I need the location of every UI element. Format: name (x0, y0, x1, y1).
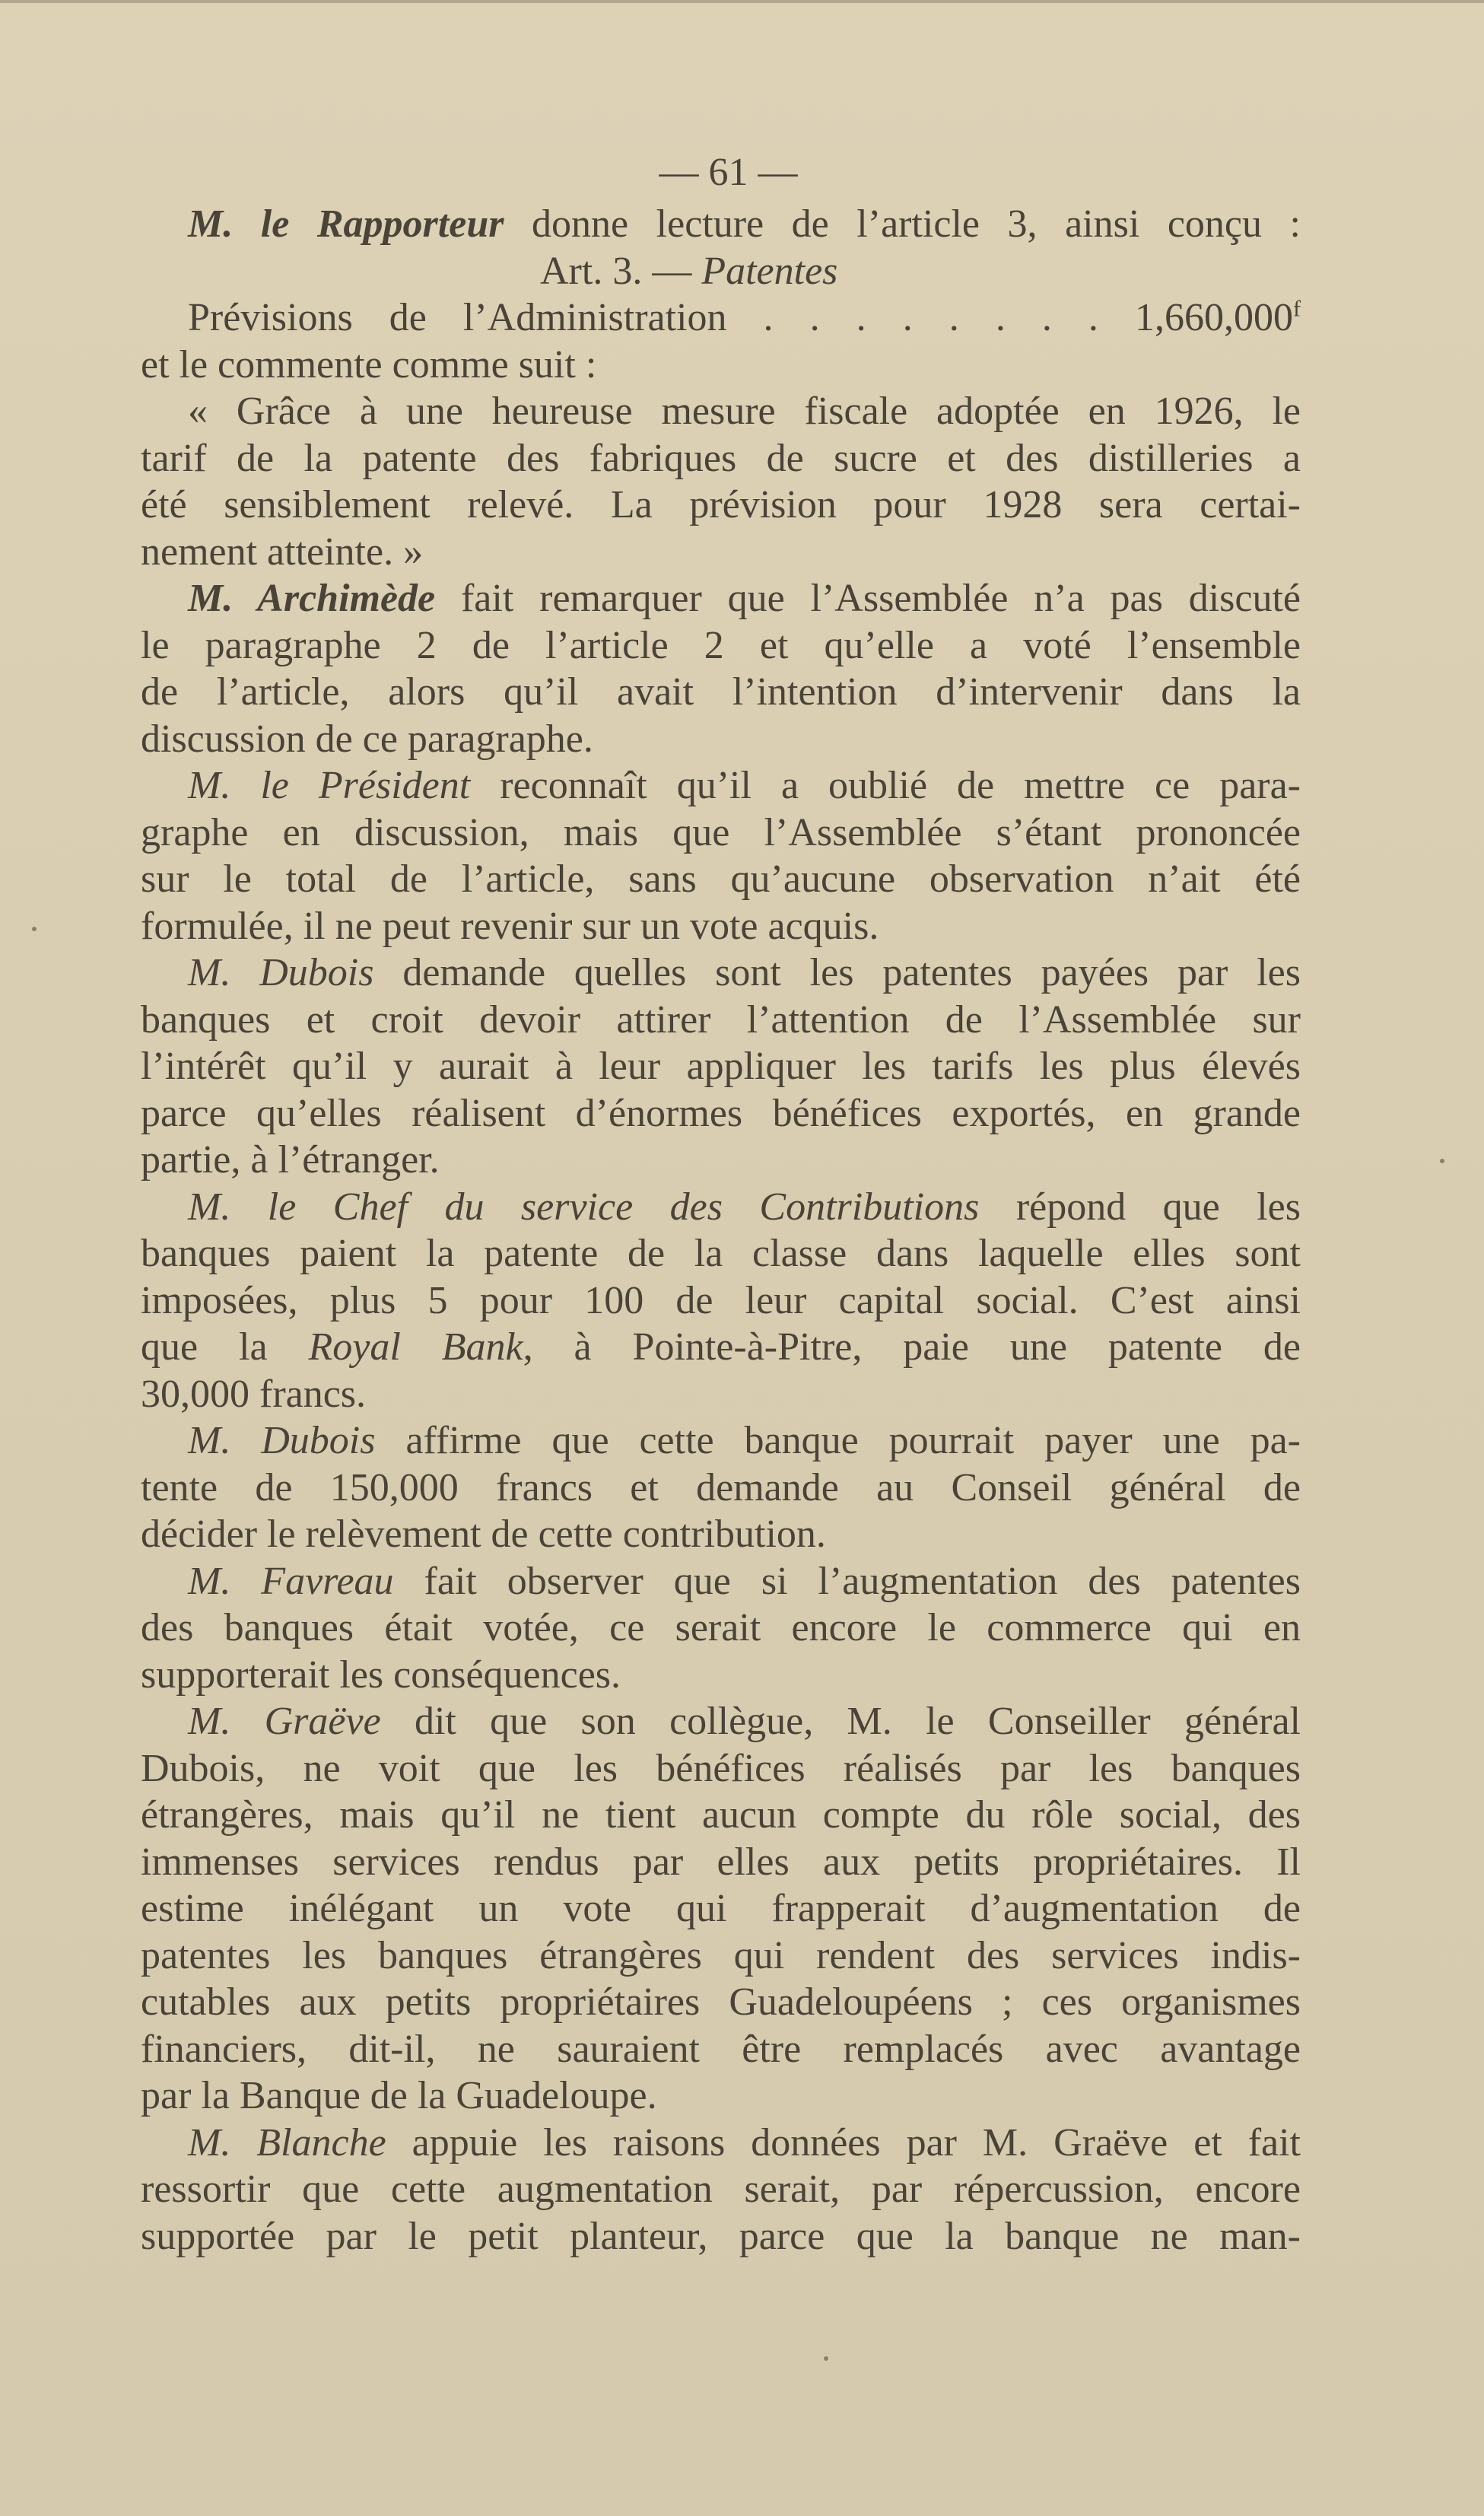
italic-name: Patentes (701, 249, 838, 293)
text-segment: Art. 3. — (540, 249, 702, 293)
text-line (141, 1137, 1301, 1184)
text-line (141, 1885, 1301, 1932)
text-segment: estime inélégant un vote qui frapperait d’augmentation de (141, 1887, 1301, 1930)
text-segment: que la (141, 1325, 309, 1369)
text-line (141, 1698, 1301, 1745)
italic-name: M. le Président (188, 764, 471, 807)
text-line (141, 1184, 1301, 1231)
italic-name: M. Favreau (188, 1559, 394, 1603)
text-segment: patentes les banques étrangères qui rendent des services indis- (141, 1933, 1301, 1977)
paper-speck (32, 927, 37, 931)
text-segment: parce qu’elles réalisent d’énormes bénéfices exportés, en grande (141, 1091, 1301, 1135)
text-segment: sur le total de l’article, sans qu’aucune observation n’ait été (141, 857, 1301, 901)
text-line (141, 1324, 1301, 1371)
text-line (141, 1792, 1301, 1839)
paper-speck (824, 2356, 828, 2361)
italic-name: M. le Chef du service des Contributions (188, 1185, 980, 1229)
text-segment: demande quelles sont les patentes payées par les (373, 951, 1301, 994)
text-line (141, 856, 1301, 903)
text-segment: tente de 150,000 francs et demande au Conseil général de (141, 1465, 1301, 1509)
text-line (141, 1979, 1301, 2026)
text-segment: supporterait les conséquences. (141, 1652, 621, 1697)
text-column (141, 145, 1301, 2260)
text-segment: formulée, il ne peut revenir sur un vote acquis. (141, 904, 879, 948)
text-segment: 30,000 francs. (141, 1372, 367, 1416)
italic-name: Royal Bank (308, 1325, 523, 1369)
text-segment: le paragraphe 2 de l’article 2 et qu’elle a voté l’ensemble (141, 623, 1301, 667)
text-line (141, 1932, 1301, 1980)
text-line (141, 1839, 1301, 1886)
italic-name: M. Dubois (188, 951, 374, 994)
text-segment: dit que son collègue, M. le Conseiller général (380, 1700, 1301, 1743)
text-segment: immenses services rendus par elles aux petits propriétaires. Il (141, 1840, 1301, 1884)
page-top-edge (0, 0, 1484, 3)
text-line (141, 575, 1301, 622)
text-line (141, 342, 1301, 389)
text-line (141, 248, 1301, 295)
text-line (141, 388, 1301, 435)
text-line (141, 1745, 1301, 1792)
text-line (141, 669, 1301, 716)
text-line (141, 1417, 1301, 1465)
text-segment: ressortir que cette augmentation serait, par répercussion, encore (141, 2168, 1301, 2211)
text-line (141, 2026, 1301, 2073)
text-line (141, 294, 1301, 342)
text-line (141, 201, 1301, 248)
text-line (141, 1230, 1301, 1277)
text-segment: fait remarquer que l’Assemblée n’a pas discuté (435, 577, 1301, 620)
text-segment: nement atteinte. » (141, 530, 424, 574)
text-segment: l’intérêt qu’il y aurait à leur appliquer les tarifs les plus élevés (141, 1045, 1301, 1088)
italic-name: M. Dubois (188, 1419, 376, 1462)
text-segment: appuie les raisons données par M. Graëve et fait (386, 2120, 1301, 2165)
text-line (141, 1371, 1301, 1418)
text-line (141, 810, 1301, 857)
text-segment: partie, à l’étranger. (141, 1138, 440, 1182)
text-line (141, 1605, 1301, 1652)
text-line (141, 949, 1301, 997)
paper-speck (1440, 1159, 1444, 1163)
page-number: — 61 — (659, 151, 798, 194)
body-text (141, 201, 1301, 2260)
text-segment: reconnaît qu’il a oublié de mettre ce para- (470, 764, 1301, 807)
text-line (141, 903, 1301, 950)
text-segment: banques et croit devoir attirer l’attention de l’Assemblée sur (141, 997, 1301, 1042)
text-segment: cutables aux petits propriétaires Guadeloupéens ; ces organismes (141, 1980, 1301, 2024)
text-line (141, 2072, 1301, 2120)
text-segment: donne lecture de l’article 3, ainsi conçu : (504, 202, 1301, 246)
text-line (141, 435, 1301, 482)
currency-suffix: f (1293, 296, 1301, 322)
text-line (141, 529, 1301, 576)
text-segment: supportée par le petit planteur, parce que la banque ne man- (141, 2214, 1301, 2258)
text-segment: répond que les (979, 1185, 1301, 1229)
text-segment: tarif de la patente des fabriques de sucre et des distilleries a (141, 436, 1301, 480)
text-line (141, 997, 1301, 1044)
text-segment: été sensiblement relevé. La prévision pour 1928 sera certai- (141, 483, 1301, 526)
text-segment: fait observer que si l’augmentation des patentes (393, 1559, 1301, 1603)
speaker-name: M. Archimède (188, 577, 436, 620)
text-line (141, 1043, 1301, 1090)
text-segment: étrangères, mais qu’il ne tient aucun compte du rôle social, des (141, 1793, 1301, 1837)
text-segment: décider le relèvement de cette contribution. (141, 1512, 826, 1556)
text-line (141, 2166, 1301, 2213)
text-segment: des banques était votée, ce serait encore le commerce qui en (141, 1606, 1301, 1649)
text-line (141, 2213, 1301, 2260)
text-line (141, 1652, 1301, 1699)
text-segment: affirme que cette banque pourrait payer une pa- (375, 1419, 1301, 1462)
speaker-name: M. le Rapporteur (188, 202, 504, 246)
text-segment: financiers, dit-il, ne sauraient être remplacés avec avantage (141, 2027, 1301, 2071)
text-segment: « Grâce à une heureuse mesure fiscale adoptée en 1926, le (188, 390, 1301, 433)
text-line (141, 716, 1301, 763)
text-line (141, 1465, 1301, 1512)
text-line (141, 1090, 1301, 1137)
italic-name: M. Graëve (188, 1700, 381, 1743)
text-segment: et le commente comme suit : (141, 342, 597, 386)
text-line (141, 482, 1301, 529)
text-segment: , à Pointe-à-Pitre, paie une patente de (523, 1325, 1301, 1369)
text-line (141, 762, 1301, 810)
text-segment: graphe en discussion, mais que l’Assemblée s’étant prononcée (141, 810, 1301, 854)
text-segment: Dubois, ne voit que les bénéfices réalisés par les banques (141, 1746, 1301, 1790)
italic-name: M. Blanche (188, 2120, 386, 2165)
text-segment: discussion de ce paragraphe. (141, 717, 593, 761)
text-line (141, 1277, 1301, 1325)
text-line (141, 1558, 1301, 1605)
text-segment: banques paient la patente de la classe dans laquelle elles sont (141, 1232, 1301, 1275)
text-segment: par la Banque de la Guadeloupe. (141, 2074, 657, 2117)
text-line (141, 1511, 1301, 1558)
text-segment: imposées, plus 5 pour 100 de leur capital social. C’est ainsi (141, 1278, 1301, 1322)
text-segment: de l’article, alors qu’il avait l’intention d’intervenir dans la (141, 670, 1301, 714)
text-line (141, 622, 1301, 670)
text-segment: Prévisions de l’Administration . . . . . . . . 1,660,000 (188, 296, 1293, 339)
text-line (141, 2120, 1301, 2167)
